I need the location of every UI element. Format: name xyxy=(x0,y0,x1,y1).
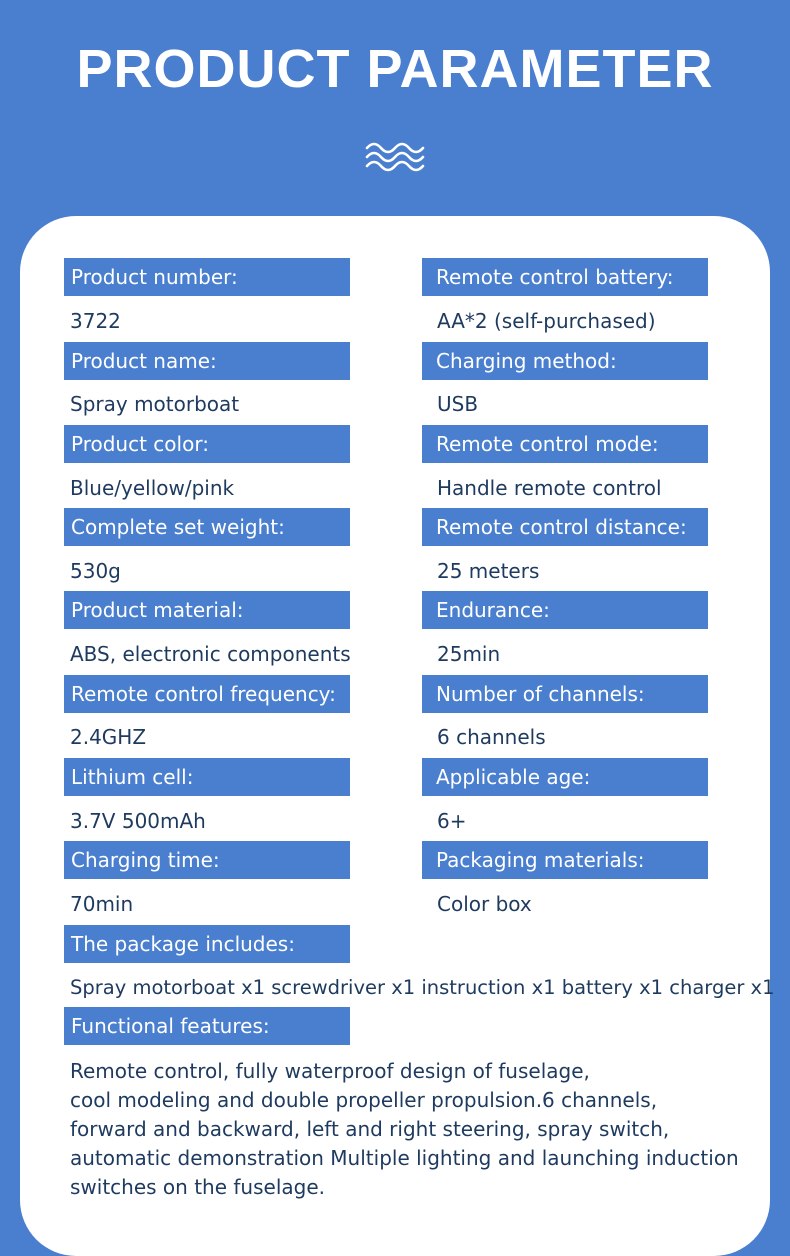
label-rc-distance: Remote control distance: xyxy=(422,508,708,546)
label-package-includes: The package includes: xyxy=(64,925,350,963)
value-channels: 6 channels xyxy=(437,725,546,749)
value-charging-method: USB xyxy=(437,392,479,416)
label-rc-battery: Remote control battery: xyxy=(422,258,708,296)
feature-line: cool modeling and double propeller propulsion.6 channels, xyxy=(70,1088,658,1112)
label-product-name: Product name: xyxy=(64,342,350,380)
value-set-weight: 530g xyxy=(70,559,121,583)
value-product-material: ABS, electronic components xyxy=(70,642,351,666)
label-product-material: Product material: xyxy=(64,591,350,629)
label-product-color: Product color: xyxy=(64,425,350,463)
label-channels: Number of channels: xyxy=(422,675,708,713)
value-rc-distance: 25 meters xyxy=(437,559,540,583)
label-endurance: Endurance: xyxy=(422,591,708,629)
label-set-weight: Complete set weight: xyxy=(64,508,350,546)
label-functional-features: Functional features: xyxy=(64,1007,350,1045)
value-lithium-cell: 3.7V 500mAh xyxy=(70,809,206,833)
value-package-includes: Spray motorboat x1 screwdriver x1 instruction x1 battery x1 charger x1 xyxy=(70,976,775,999)
label-product-number: Product number: xyxy=(64,258,350,296)
label-packaging: Packaging materials: xyxy=(422,841,708,879)
feature-line: switches on the fuselage. xyxy=(70,1175,325,1199)
label-rc-frequency: Remote control frequency: xyxy=(64,675,350,713)
feature-line: automatic demonstration Multiple lighting and launching induction xyxy=(70,1146,739,1170)
value-charging-time: 70min xyxy=(70,892,134,916)
value-rc-battery: AA*2 (self-purchased) xyxy=(437,309,656,333)
label-charging-time: Charging time: xyxy=(64,841,350,879)
label-charging-method: Charging method: xyxy=(422,342,708,380)
feature-line: forward and backward, left and right steering, spray switch, xyxy=(70,1117,670,1141)
functional-features-text xyxy=(70,1057,770,1202)
page-title: PRODUCT PARAMETER xyxy=(76,39,714,99)
wave-icon xyxy=(365,136,427,176)
feature-line: Remote control, fully waterproof design of fuselage, xyxy=(70,1059,590,1083)
value-rc-mode: Handle remote control xyxy=(437,476,662,500)
label-rc-mode: Remote control mode: xyxy=(422,425,708,463)
value-packaging: Color box xyxy=(437,892,532,916)
value-product-color: Blue/yellow/pink xyxy=(70,476,235,500)
label-applicable-age: Applicable age: xyxy=(422,758,708,796)
value-rc-frequency: 2.4GHZ xyxy=(70,725,147,749)
label-lithium-cell: Lithium cell: xyxy=(64,758,350,796)
value-applicable-age: 6+ xyxy=(437,809,467,833)
value-endurance: 25min xyxy=(437,642,501,666)
value-product-name: Spray motorboat xyxy=(70,392,240,416)
value-product-number: 3722 xyxy=(70,309,121,333)
